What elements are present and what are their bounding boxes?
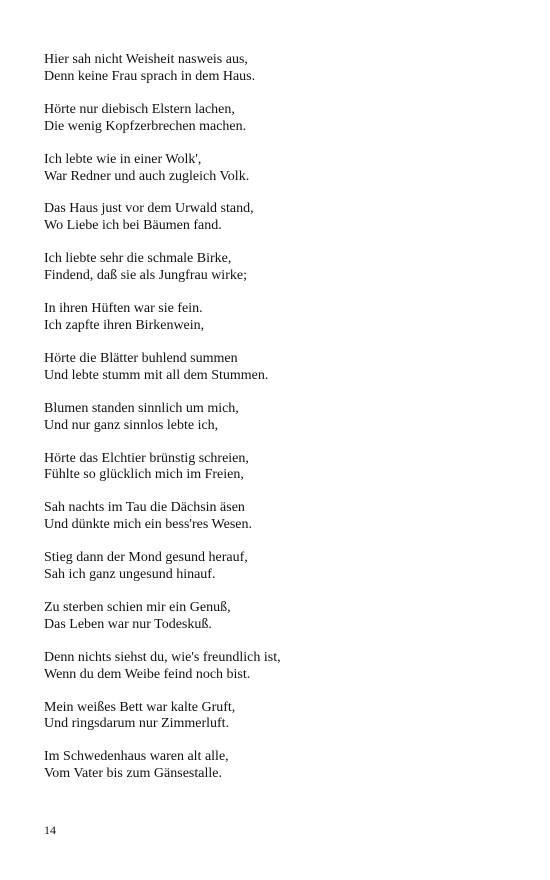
verse-line: Und lebte stumm mit all dem Stummen. (44, 367, 269, 383)
verse-line: Wo Liebe ich bei Bäumen fand. (44, 218, 222, 234)
stanza (44, 600, 514, 634)
verse-line: Das Leben war nur Todeskuß. (44, 616, 212, 632)
verse-line: Das Haus just vor dem Urwald stand, (44, 201, 254, 217)
stanza (44, 251, 514, 285)
verse-line: Mein weißes Bett war kalte Gruft, (44, 699, 236, 715)
poem-body (44, 52, 514, 799)
verse-line: Wenn du dem Weibe feind noch bist. (44, 666, 251, 682)
stanza (44, 500, 514, 534)
verse-line: Ich zapfte ihren Birkenwein, (44, 317, 205, 333)
stanza (44, 749, 514, 783)
verse-line: War Redner und auch zugleich Volk. (44, 168, 250, 184)
page-number: 14 (44, 823, 56, 837)
verse-line: Findend, daß sie als Jungfrau wirke; (44, 268, 247, 284)
stanza (44, 102, 514, 136)
verse-line: Sah ich ganz ungesund hinauf. (44, 567, 216, 583)
stanza (44, 451, 514, 485)
verse-line: Denn keine Frau sprach in dem Haus. (44, 68, 256, 84)
verse-line: Ich liebte sehr die schmale Birke, (44, 251, 232, 267)
stanza (44, 152, 514, 186)
verse-line: Denn nichts siehst du, wie's freundlich ist, (44, 649, 281, 665)
verse-line: Blumen standen sinnlich um mich, (44, 400, 239, 416)
stanza (44, 550, 514, 584)
verse-line: Fühlte so glücklich mich im Freien, (44, 467, 244, 483)
verse-line: In ihren Hüften war sie fein. (44, 301, 203, 317)
verse-line: Vom Vater bis zum Gänsestalle. (44, 766, 222, 782)
verse-line: Hier sah nicht Weisheit nasweis aus, (44, 52, 248, 67)
stanza (44, 301, 514, 335)
verse-line: Stieg dann der Mond gesund herauf, (44, 550, 248, 566)
verse-line: Hörte nur diebisch Elstern lachen, (44, 101, 235, 117)
stanza (44, 650, 514, 684)
verse-line: Und nur ganz sinnlos lebte ich, (44, 417, 219, 433)
stanza (44, 201, 514, 235)
verse-line: Hörte das Elchtier brünstig schreien, (44, 450, 249, 466)
stanza (44, 401, 514, 435)
verse-line: Sah nachts im Tau die Dächsin äsen (44, 500, 245, 516)
verse-line: Und ringsdarum nur Zimmerluft. (44, 716, 230, 732)
verse-line: Zu sterben schien mir ein Genuß, (44, 599, 231, 615)
verse-line: Die wenig Kopfzerbrechen machen. (44, 118, 247, 134)
stanza (44, 351, 514, 385)
verse-line: Und dünkte mich ein bess'res Wesen. (44, 517, 252, 533)
stanza (44, 700, 514, 734)
verse-line: Hörte die Blätter buhlend summen (44, 350, 238, 366)
stanza (44, 52, 514, 86)
verse-line: Im Schwedenhaus waren alt alle, (44, 749, 229, 765)
verse-line: Ich lebte wie in einer Wolk', (44, 151, 202, 167)
